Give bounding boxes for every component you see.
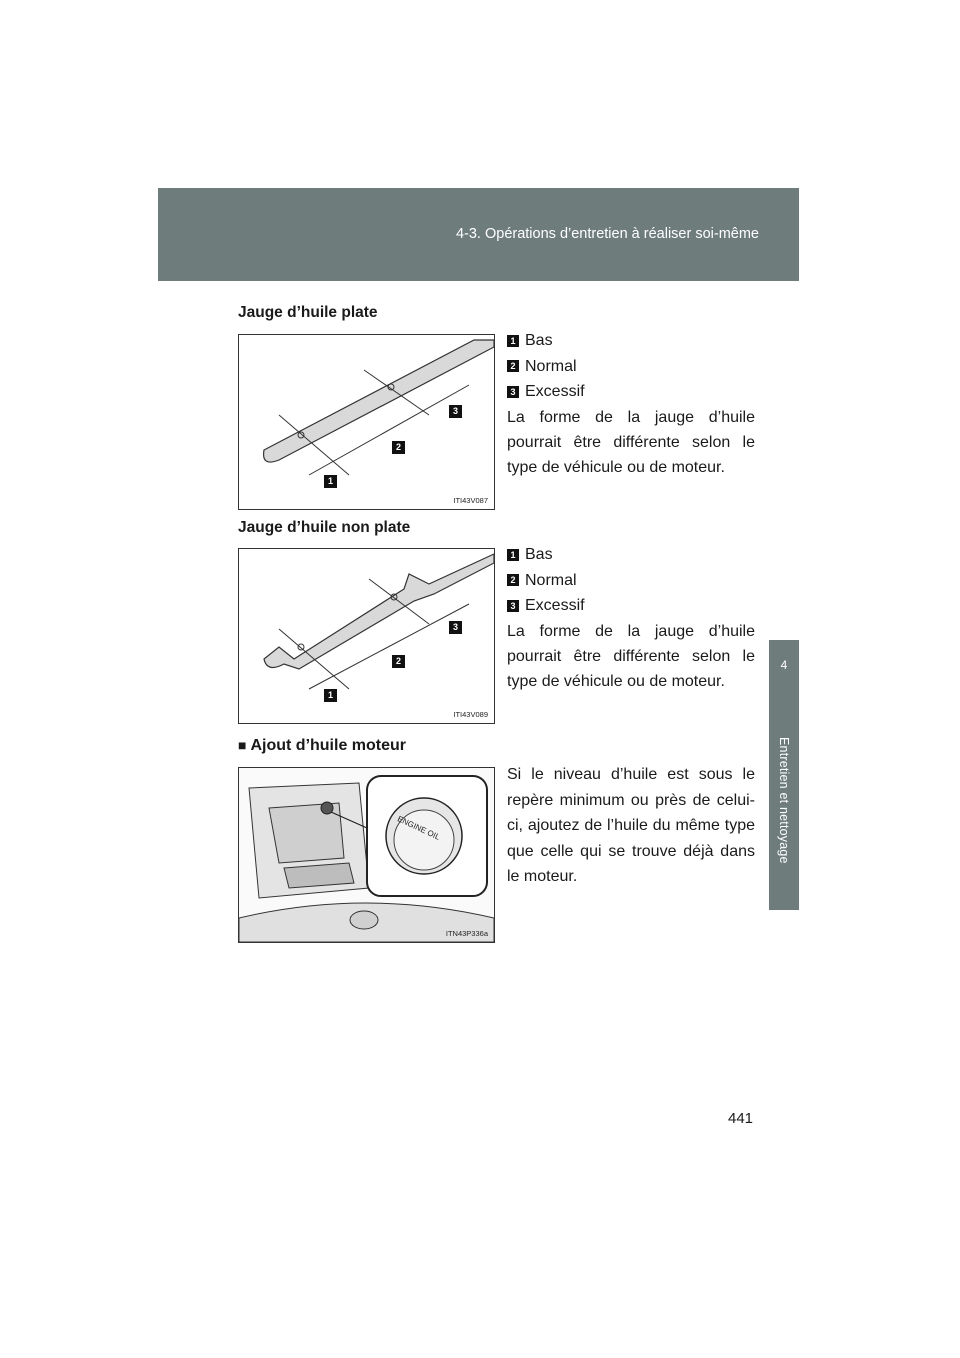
marker-1: 1 [324, 475, 337, 488]
flat-dipstick-legend [507, 328, 755, 480]
engine-oil-cap-figure [238, 767, 495, 943]
marker-1: 1 [324, 689, 337, 702]
add-oil-title-text: Ajout d’huile moteur [250, 737, 407, 754]
legend-label: Normal [525, 357, 577, 375]
flat-dipstick-heading: Jauge d’huile plate [238, 304, 378, 321]
figure-code: ITN43P336a [445, 929, 488, 938]
marker-3: 3 [449, 621, 462, 634]
number-badge-3: 3 [507, 386, 519, 398]
legend-label: Normal [525, 571, 577, 589]
chapter-side-label: Entretien et nettoyage [777, 736, 791, 864]
flat-dipstick-figure [238, 334, 495, 510]
add-oil-title [238, 737, 406, 755]
nonflat-dipstick-legend [507, 542, 755, 694]
square-bullet-icon: ■ [238, 737, 247, 753]
marker-2: 2 [392, 441, 405, 454]
legend-item-low [507, 542, 755, 568]
section-header-title: 4-3. Opérations d’entretien à réaliser soi-même [455, 226, 759, 242]
legend-label: Bas [525, 332, 553, 350]
nonflat-dipstick-figure [238, 548, 495, 724]
legend-item-excess [507, 593, 755, 619]
marker-2: 2 [392, 655, 405, 668]
dipstick-note: La forme de la jauge d’huile pourrait être différente selon le type de véhicule ou de moteur. [507, 408, 755, 476]
figure-code: ITI43V087 [453, 496, 488, 505]
legend-item-normal [507, 568, 755, 594]
number-badge-3: 3 [507, 600, 519, 612]
number-badge-1: 1 [507, 335, 519, 347]
marker-3: 3 [449, 405, 462, 418]
add-oil-text: Si le niveau d’huile est sous le repère minimum ou près de celui-ci, ajoutez de l’huile du même type que celle qui se trouve déjà dans le moteur. [507, 766, 755, 885]
chapter-number-tab: 4 [769, 640, 799, 690]
nonflat-dipstick-heading: Jauge d’huile non plate [238, 519, 411, 536]
flat-dipstick-illustration [239, 335, 494, 509]
header-band [158, 188, 799, 281]
engine-oil-cap-label: ENGINE OIL [396, 814, 442, 842]
nonflat-dipstick-illustration [239, 549, 494, 723]
number-badge-2: 2 [507, 574, 519, 586]
dipstick-note: La forme de la jauge d’huile pourrait être différente selon le type de véhicule ou de moteur. [507, 622, 755, 690]
legend-label: Bas [525, 546, 553, 564]
number-badge-2: 2 [507, 360, 519, 372]
page-number: 441 [728, 1110, 754, 1127]
legend-label: Excessif [525, 597, 585, 615]
legend-item-low [507, 328, 755, 354]
number-badge-1: 1 [507, 549, 519, 561]
figure-code: ITI43V089 [453, 710, 488, 719]
legend-item-excess [507, 379, 755, 405]
legend-item-normal [507, 354, 755, 380]
legend-label: Excessif [525, 383, 585, 401]
engine-bay-illustration [239, 768, 494, 942]
